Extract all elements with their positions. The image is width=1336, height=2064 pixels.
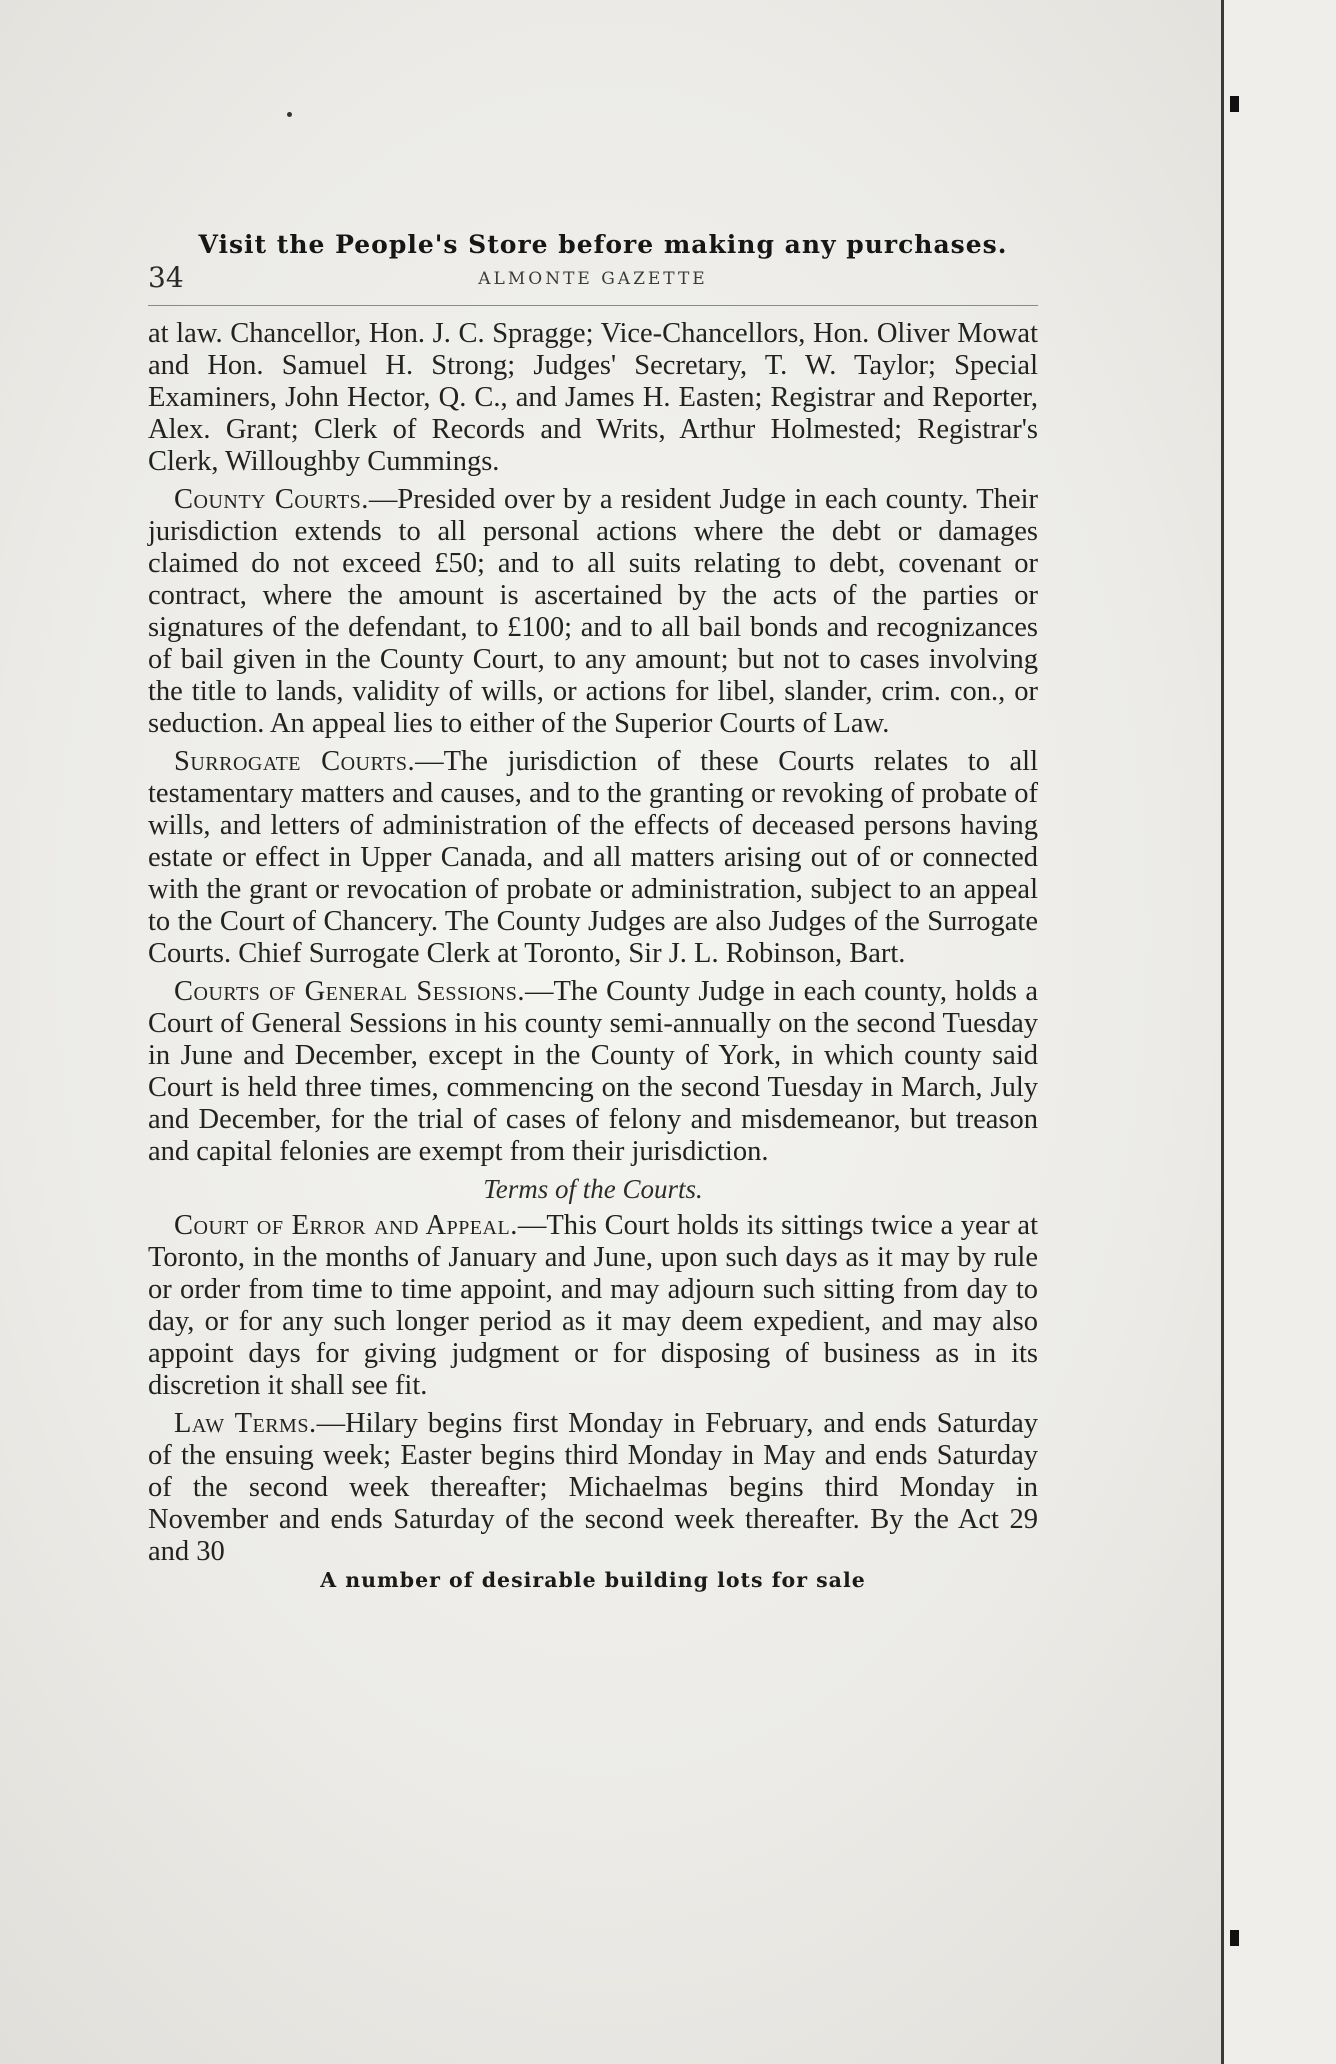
paragraph-lead: Courts of General Sessions. [174,976,525,1007]
paragraph-lead: Surrogate Courts. [174,746,416,777]
paragraph [148,318,1038,484]
paragraph-text: —The jurisdiction of these Courts relates to all testamentary matters and causes, and to the granting or revoking of probate of wills, and letters of administration of the effects of deceased persons having estate or effect in Upper Canada, and all matters arising out of or connected with the grant or revocation of probate or administration, subject to an appeal to the Court of Chancery. The County Judges are also Judges of the Surrogate Courts. Chief Surrogate Clerk at Toronto, Sir J. L. Robinson, Bart. [148,746,1038,969]
ink-speck [287,112,292,117]
paragraph-text: —Hilary begins first Monday in February, and ends Saturday of the ensuing week; Easter begins third Monday in May and ends Saturday of the second week thereafter; Michaelmas begins third Monday in November and ends Saturday of the second week thereafter. By the Act 29 and 30 [148,1408,1038,1567]
bottom-advertisement: A number of desirable building lots for sale [320,1568,866,1592]
paragraph [148,1408,1038,1574]
paragraph [148,484,1038,746]
paragraph-lead: County Courts. [174,484,369,515]
top-advertisement: Visit the People's Store before making any purchases. [198,230,1008,259]
paragraph [148,1210,1038,1408]
paragraph [148,976,1038,1174]
document-page [148,230,1038,1592]
binding-mark [1230,96,1239,112]
running-head: ALMONTE GAZETTE [478,269,708,289]
binding-mark [1230,1930,1239,1946]
adjacent-page-edge [1221,0,1336,2064]
paragraph-text: —Presided over by a resident Judge in each county. Their jurisdiction extends to all personal actions where the debt or damages claimed do not exceed £50; and to all suits relating to debt, covenant or contract, where the amount is ascertained by the acts of the parties or signatures of the defendant, to £100; and to all bail bonds and recognizances of bail given in the County Court, to any amount; but not to cases involving the title to lands, validity of wills, or actions for libel, slander, crim. con., or seduction. An appeal lies to either of the Superior Courts of Law. [148,484,1039,739]
page-number: 34 [148,261,184,294]
paragraph-text: —The County Judge in each county, holds a Court of General Sessions in his county semi-annually on the second Tuesday in June and December, except in the County of York, in which county said Court is held three times, commencing on the second Tuesday in March, July and December, for the trial of cases of felony and misdemeanor, but treason and capital felonies are exempt from their jurisdiction. [148,976,1038,1167]
paragraph [148,746,1038,976]
page-header [148,263,1038,306]
paragraph-text: —This Court holds its sittings twice a year at Toronto, in the months of January and June, upon such days as it may by rule or order from time to time appoint, and may adjourn such sitting from day to day, or for any such longer period as it may deem expedient, and may also appoint days for giving judgment or for disposing of business as in its discretion it shall see fit. [148,1210,1039,1401]
body-text [148,318,1038,1574]
paragraph-text: at law. Chancellor, Hon. J. C. Spragge; Vice-Chancellors, Hon. Oliver Mowat and Hon. Samuel H. Strong; Judges' Secretary, T. W. Taylor; Special Examiners, John Hector, Q. C., and James H. Easten; Registrar and Reporter, Alex. Grant; Clerk of Records and Writs, Arthur Holmested; Registrar's Clerk, Willoughby Cummings. [148,318,1038,477]
paragraph-lead: Law Terms. [174,1408,317,1439]
section-heading: Terms of the Courts. [483,1174,703,1204]
paragraph-lead: Court of Error and Appeal. [174,1210,518,1241]
